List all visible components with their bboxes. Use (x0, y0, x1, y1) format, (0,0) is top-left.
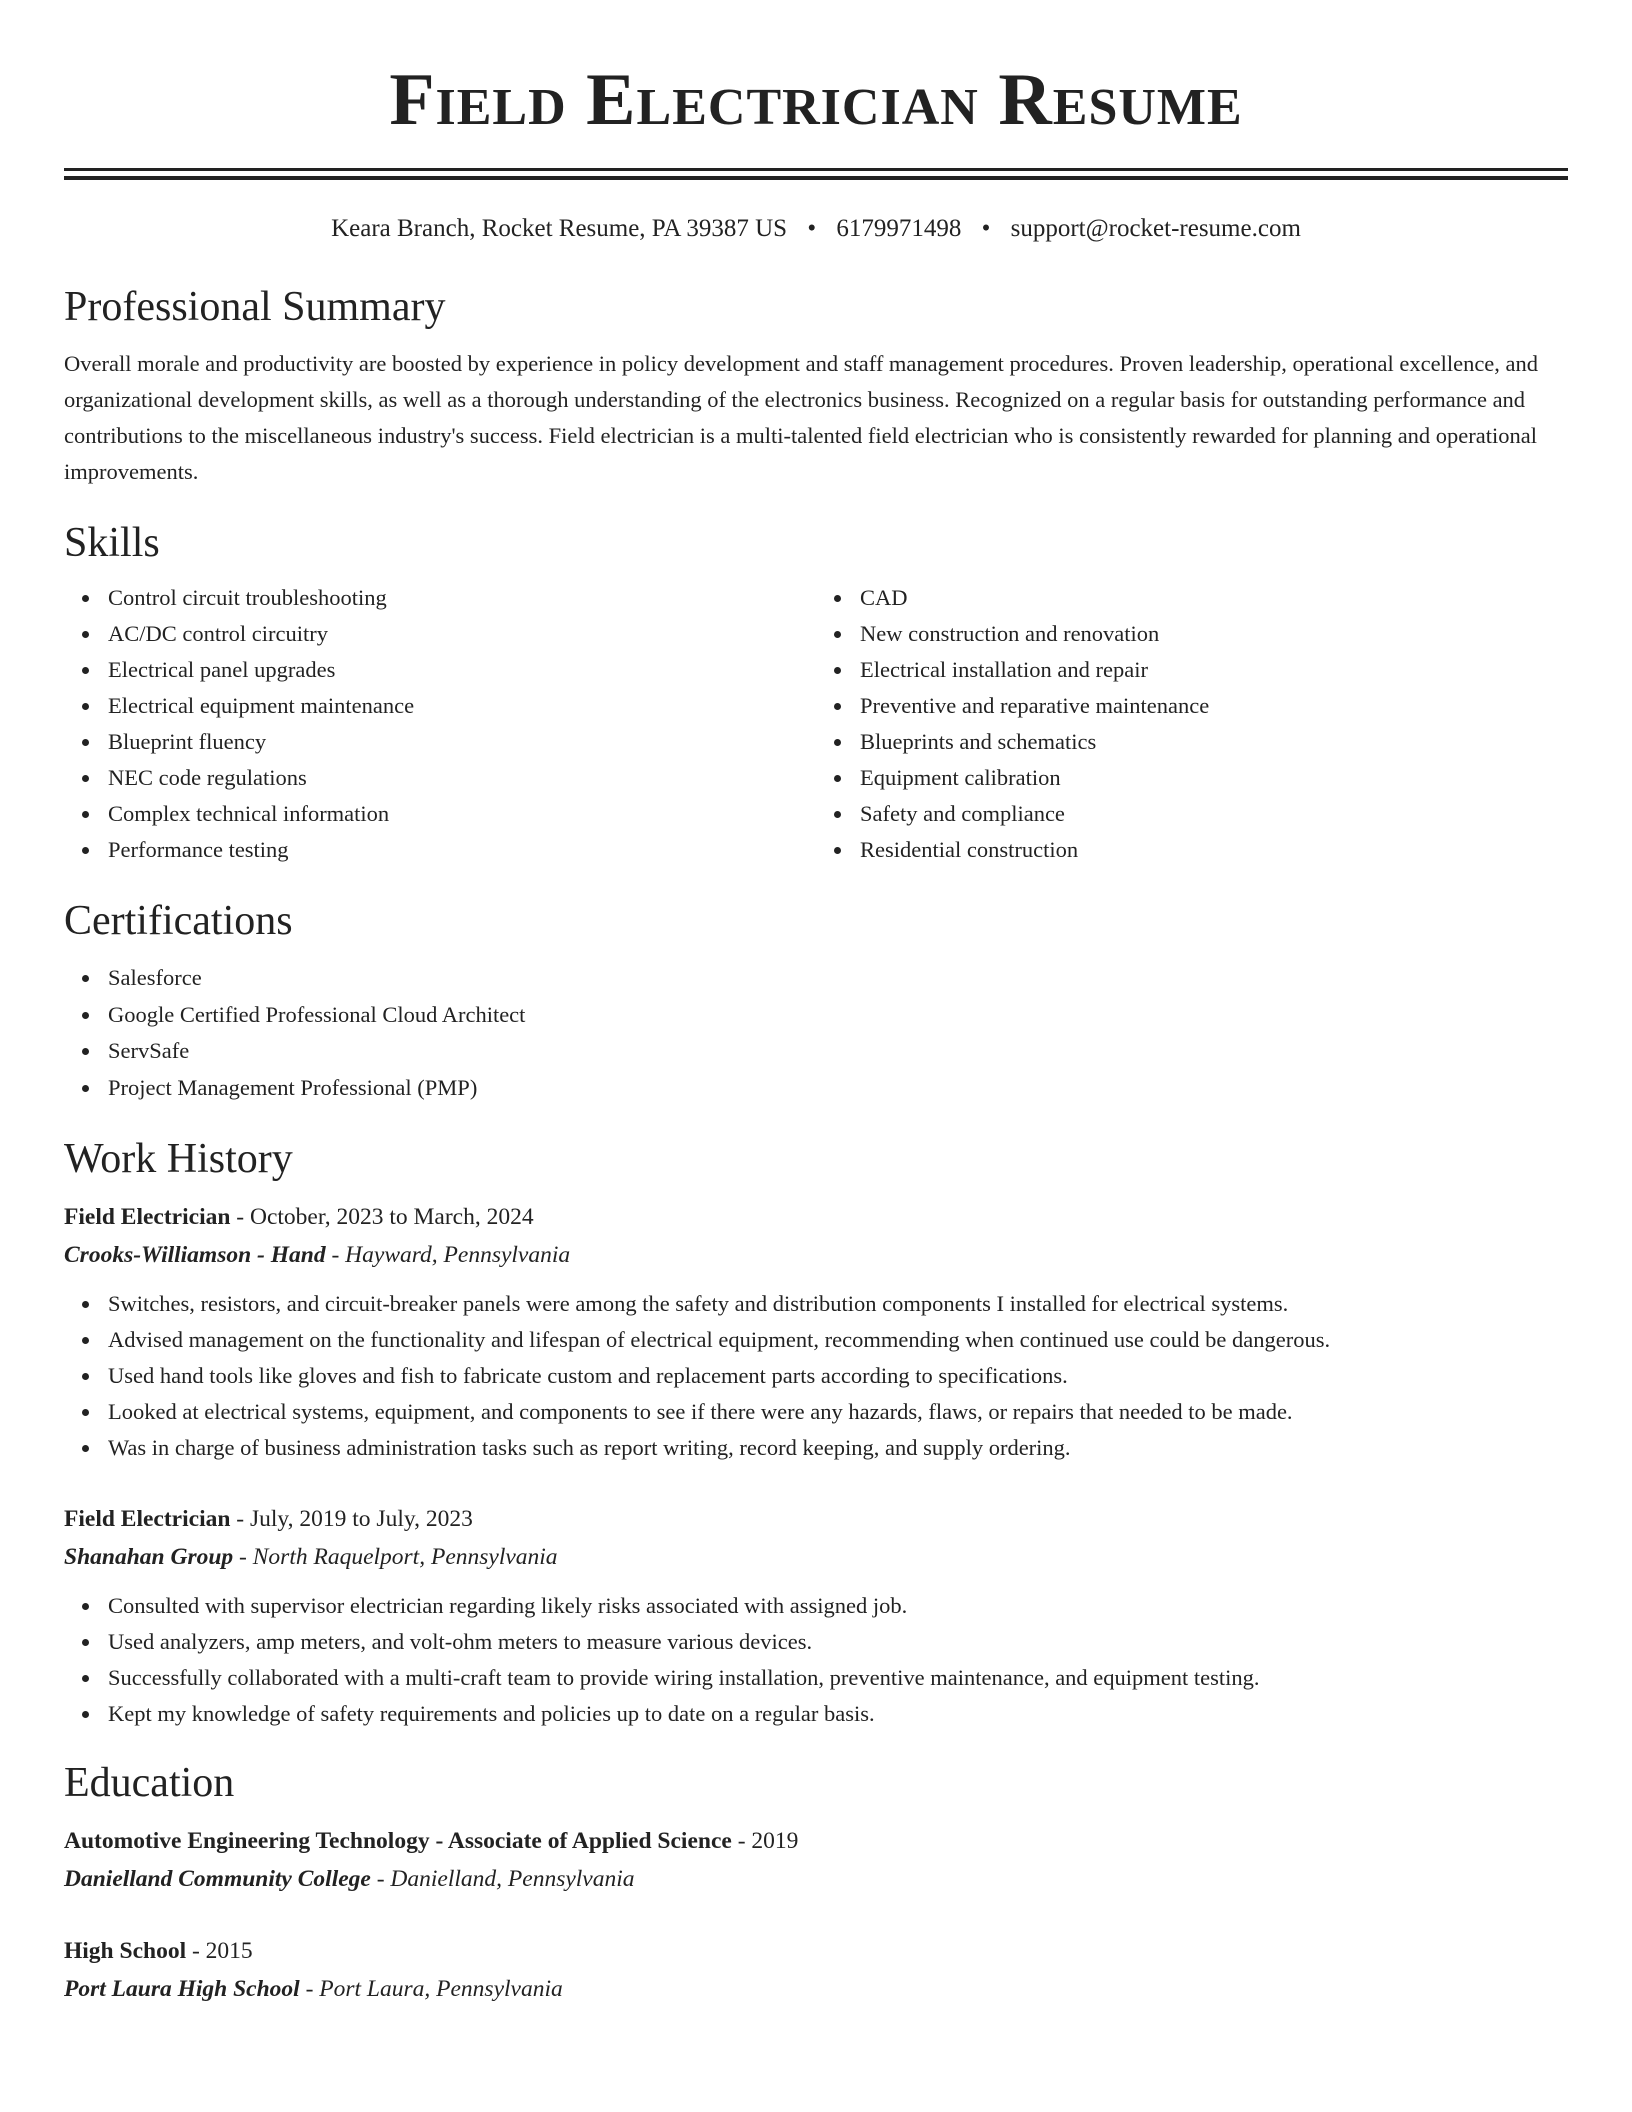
employer-location: - Hayward, Pennsylvania (325, 1242, 571, 1268)
job-duty: Successfully collaborated with a multi-craft team to provide wiring installation, preventive maintenance, and equipment testing. (108, 1660, 1568, 1696)
degree-name: Automotive Engineering Technology - Associate of Applied Science (64, 1828, 732, 1854)
job-duty: Kept my knowledge of safety requirements and policies up to date on a regular basis. (108, 1696, 1568, 1732)
employer-location: - North Raquelport, Pennsylvania (233, 1544, 558, 1570)
contact-line (64, 214, 1568, 244)
skills-heading: Skills (64, 520, 160, 566)
skill-item: Performance testing (108, 832, 816, 868)
job-duty: Switches, resistors, and circuit-breaker panels were among the safety and distribution components I installed for electrical systems. (108, 1286, 1568, 1322)
contact-address: Keara Branch, Rocket Resume, PA 39387 US (331, 215, 788, 242)
skill-item: NEC code regulations (108, 760, 816, 796)
job-entry (64, 1500, 1568, 1732)
school-line (64, 1860, 1568, 1898)
resume-title: Field Electrician Resume (389, 59, 1243, 141)
skill-item: Control circuit troubleshooting (108, 580, 816, 616)
graduation-year: - 2019 (731, 1828, 799, 1854)
employer-line (64, 1538, 1568, 1576)
skill-item: Preventive and reparative maintenance (860, 688, 1568, 724)
skill-item: Residential construction (860, 832, 1568, 868)
degree-line (64, 1822, 1568, 1860)
contact-email: support@rocket-resume.com (1010, 215, 1301, 242)
job-duties-list (64, 1588, 1568, 1732)
skill-item: Safety and compliance (860, 796, 1568, 832)
certifications-heading: Certifications (64, 898, 293, 944)
job-title: Field Electrician (64, 1506, 231, 1532)
job-dates: - October, 2023 to March, 2024 (230, 1204, 534, 1230)
school-name: Port Laura High School (64, 1976, 300, 2002)
education-entry (64, 1822, 1568, 1898)
job-duties-list (64, 1286, 1568, 1466)
certification-item: Project Management Professional (PMP) (108, 1070, 1568, 1107)
contact-separator: • (807, 215, 817, 242)
certification-item: Google Certified Professional Cloud Architect (108, 997, 1568, 1034)
employer-name: Shanahan Group (64, 1544, 234, 1570)
skill-item: Complex technical information (108, 796, 816, 832)
skills-list-right (816, 580, 1568, 868)
divider-line-thick (64, 176, 1568, 180)
school-location: - Port Laura, Pennsylvania (299, 1976, 563, 2002)
certifications-list (64, 960, 1568, 1106)
skill-item: AC/DC control circuitry (108, 616, 816, 652)
work-history-heading: Work History (64, 1136, 293, 1182)
contact-separator: • (981, 215, 991, 242)
job-duty: Consulted with supervisor electrician regarding likely risks associated with assigned job. (108, 1588, 1568, 1624)
job-title: Field Electrician (64, 1204, 231, 1230)
job-duty: Used hand tools like gloves and fish to fabricate custom and replacement parts according to specifications. (108, 1358, 1568, 1394)
skill-item: Blueprints and schematics (860, 724, 1568, 760)
degree-line (64, 1932, 1568, 1970)
job-duty: Looked at electrical systems, equipment, and components to see if there were any hazards, flaws, or repairs that needed to be made. (108, 1394, 1568, 1430)
summary-heading: Professional Summary (64, 284, 446, 330)
job-duty: Advised management on the functionality and lifespan of electrical equipment, recommending when continued use could be dangerous. (108, 1322, 1568, 1358)
education-heading: Education (64, 1760, 235, 1806)
job-duty: Used analyzers, amp meters, and volt-ohm meters to measure various devices. (108, 1624, 1568, 1660)
job-title-line (64, 1198, 1568, 1236)
graduation-year: - 2015 (186, 1938, 253, 1964)
school-name: Danielland Community College (64, 1866, 371, 1892)
skill-item: Electrical equipment maintenance (108, 688, 816, 724)
skill-item: CAD (860, 580, 1568, 616)
employer-line (64, 1236, 1568, 1274)
skill-item: New construction and renovation (860, 616, 1568, 652)
summary-text: Overall morale and productivity are boosted by experience in policy development and staff management procedures. Proven leadership, operational excellence, and organizational development skills, as well as a thorough understanding of the electronics business. Recognized on a regular basis for outstanding performance and contributions to the miscellaneous industry's success. Field electrician is a multi-talented field electrician who is consistently rewarded for planning and operational improvements. (64, 351, 1539, 484)
skills-columns (64, 580, 1568, 868)
skill-item: Electrical panel upgrades (108, 652, 816, 688)
job-entry (64, 1198, 1568, 1466)
employer-name: Crooks-Williamson - Hand (64, 1242, 326, 1268)
job-title-line (64, 1500, 1568, 1538)
school-line (64, 1970, 1568, 2008)
school-location: - Danielland, Pennsylvania (370, 1866, 635, 1892)
title-divider (64, 168, 1568, 180)
skill-item: Equipment calibration (860, 760, 1568, 796)
skills-list-left (64, 580, 816, 868)
job-duty: Was in charge of business administration tasks such as report writing, record keeping, and supply ordering. (108, 1430, 1568, 1466)
divider-line-thin (64, 168, 1568, 171)
certification-item: ServSafe (108, 1033, 1568, 1070)
contact-phone: 6179971498 (836, 215, 962, 242)
certification-item: Salesforce (108, 960, 1568, 997)
degree-name: High School (64, 1938, 187, 1964)
education-entry (64, 1932, 1568, 2008)
job-dates: - July, 2019 to July, 2023 (230, 1506, 473, 1532)
skill-item: Blueprint fluency (108, 724, 816, 760)
skill-item: Electrical installation and repair (860, 652, 1568, 688)
